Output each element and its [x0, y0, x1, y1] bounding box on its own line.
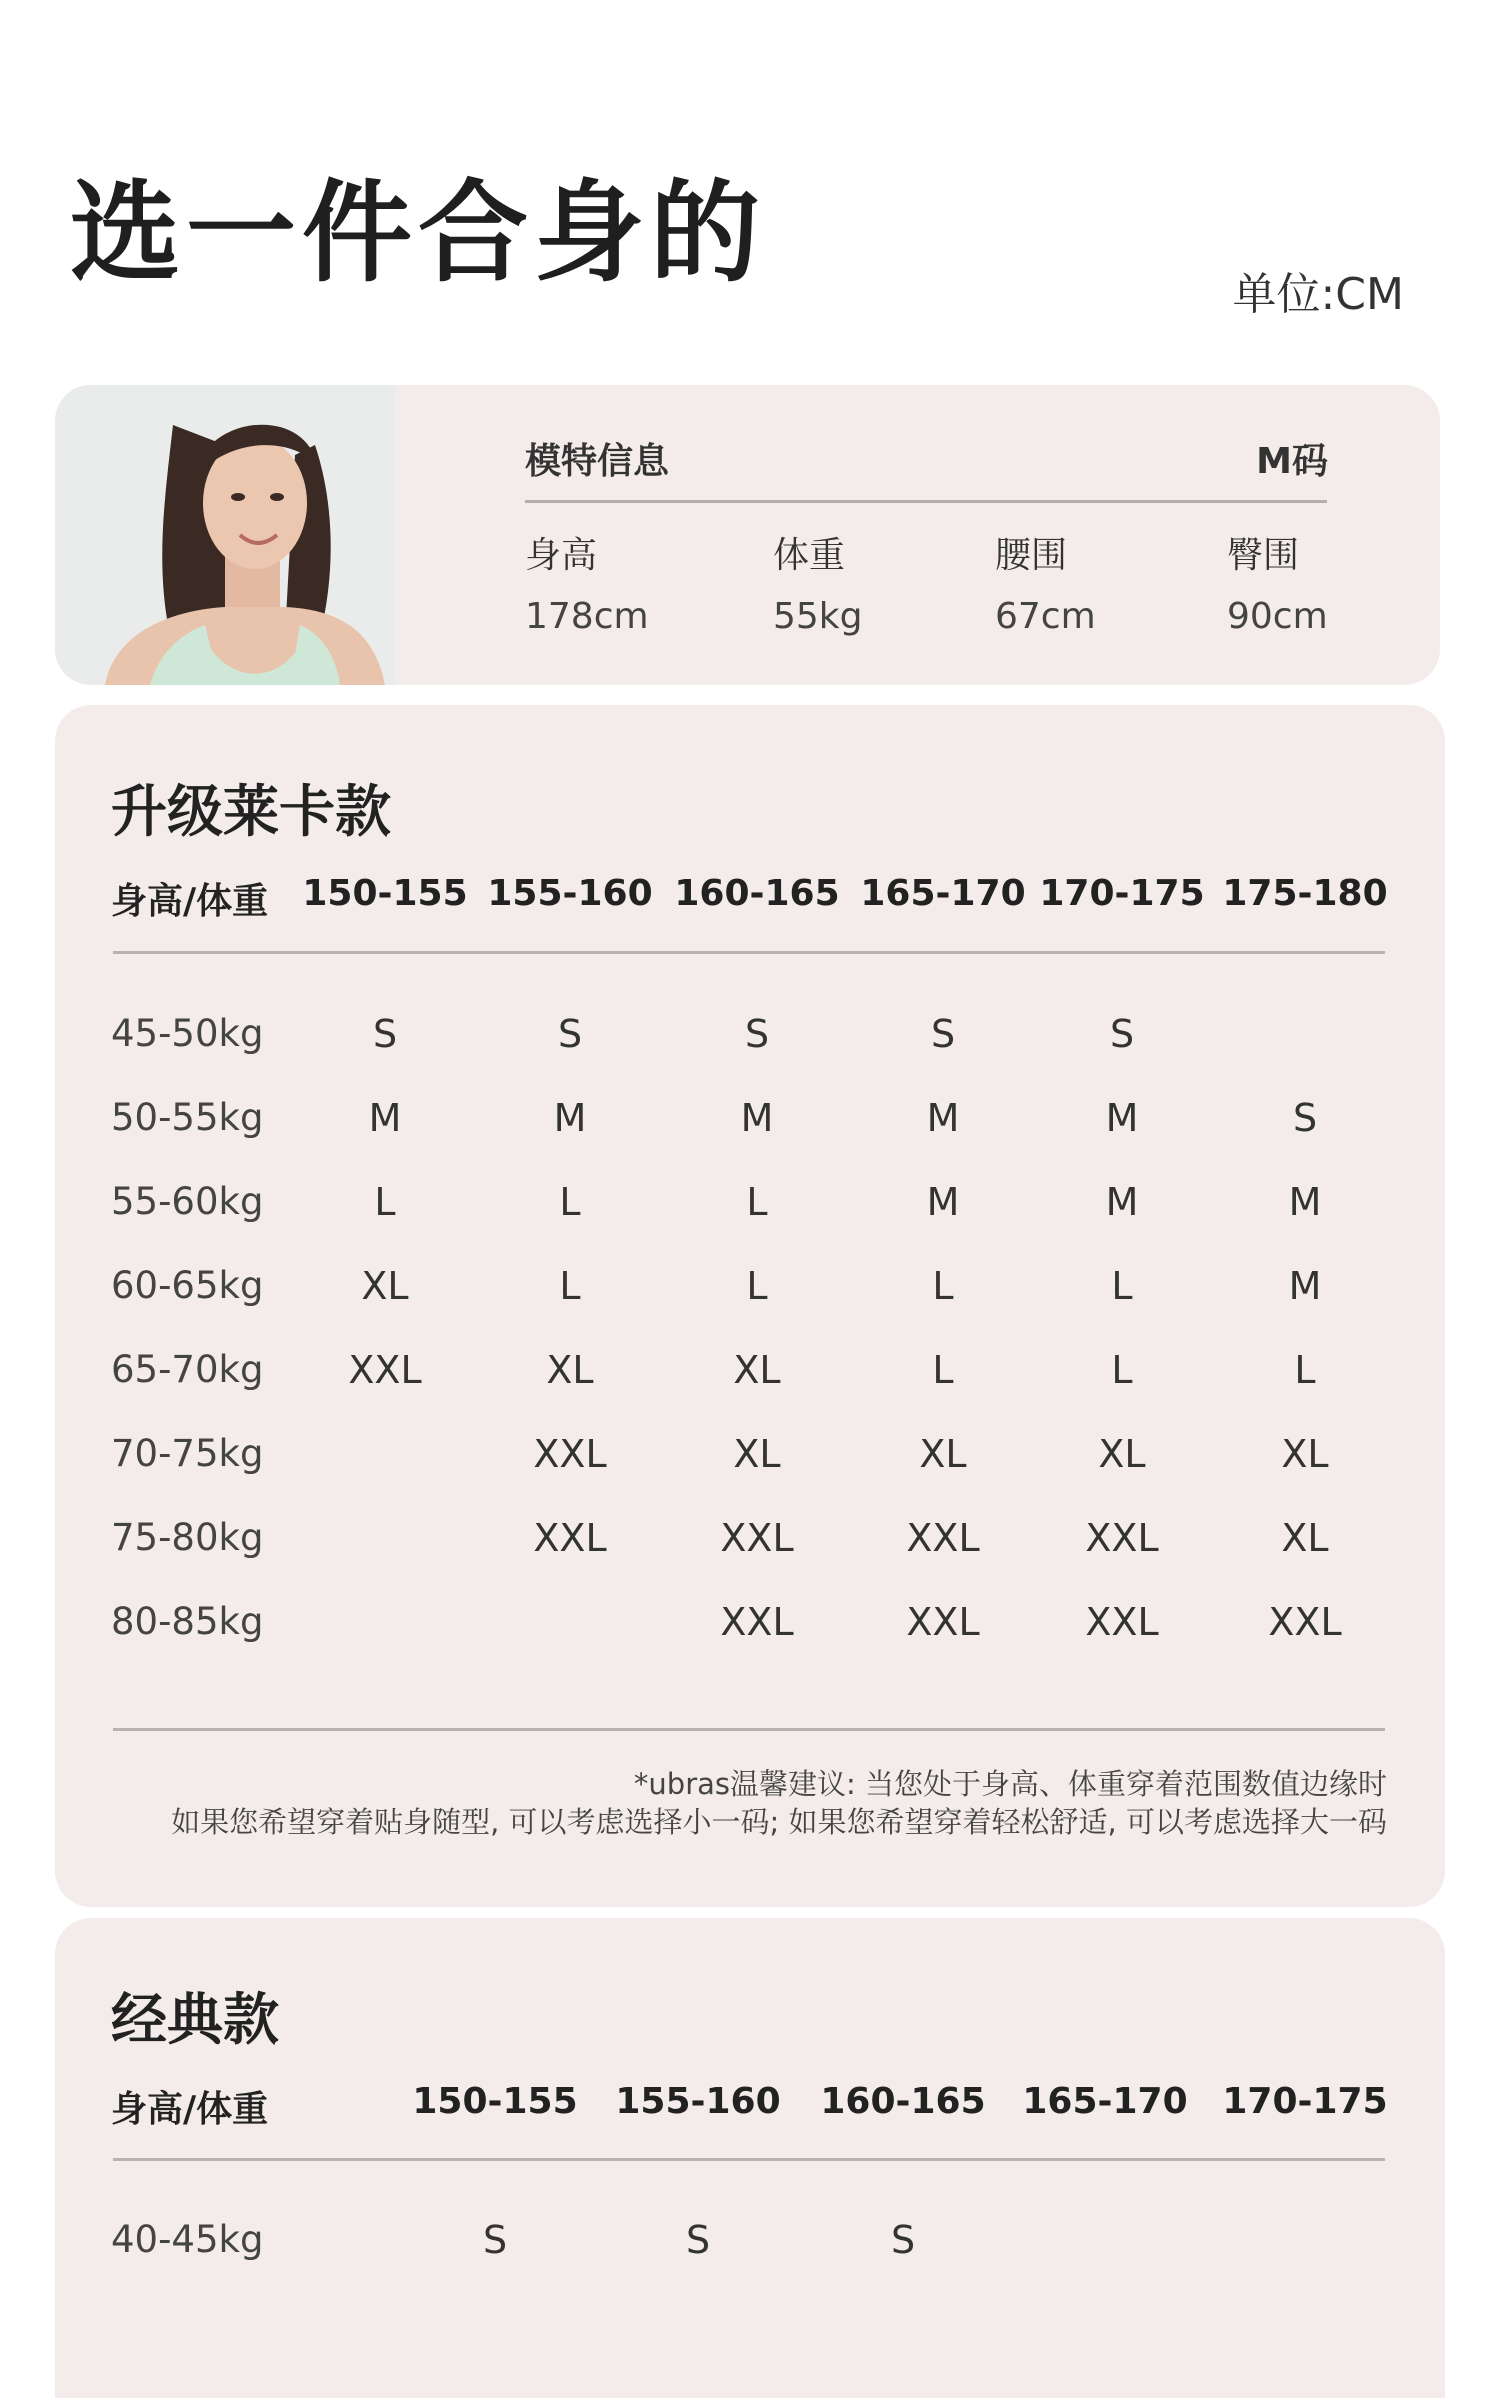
model-stat-height	[525, 527, 649, 637]
size-cell: M	[553, 1096, 587, 1140]
size-cell: S	[1109, 1012, 1135, 1056]
size-cell: M	[1105, 1180, 1139, 1224]
size-cell: XL	[546, 1348, 594, 1392]
size-cell: XL	[1098, 1432, 1146, 1476]
size-cell: L	[559, 1180, 581, 1224]
stat-label: 身高	[525, 535, 598, 576]
size-cell: M	[926, 1180, 960, 1224]
stat-value: 90cm	[1227, 596, 1328, 637]
row-label: 40-45kg	[111, 2218, 264, 2261]
stat-label: 体重	[773, 535, 846, 576]
size-cell: XL	[1281, 1432, 1329, 1476]
size-cell: XXL	[348, 1348, 422, 1392]
size-cell: XXL	[1268, 1600, 1342, 1644]
row-label: 70-75kg	[111, 1432, 264, 1475]
model-stat-weight	[773, 527, 863, 637]
column-header: 150-155	[412, 2081, 578, 2122]
stat-label: 臀围	[1227, 535, 1300, 576]
size-cell: XXL	[533, 1516, 607, 1560]
size-cell: XXL	[533, 1432, 607, 1476]
size-cell: S	[930, 1012, 956, 1056]
stat-label: 腰围	[995, 535, 1068, 576]
note-line: 如果您希望穿着贴身随型, 可以考虑选择小一码; 如果您希望穿着轻松舒适, 可以考虑选择大一码	[171, 1805, 1387, 1839]
size-cell: XXL	[1085, 1600, 1159, 1644]
row-label: 55-60kg	[111, 1180, 264, 1223]
stat-value: 178cm	[525, 596, 649, 637]
size-cell: XL	[733, 1348, 781, 1392]
size-cell: S	[557, 1012, 583, 1056]
size-cell: S	[372, 1012, 398, 1056]
column-header: 175-180	[1222, 873, 1388, 914]
header-divider	[113, 2158, 1385, 2161]
size-cell: XL	[919, 1432, 967, 1476]
header-divider	[113, 951, 1385, 954]
size-cell: XL	[1281, 1516, 1329, 1560]
row-label: 60-65kg	[111, 1264, 264, 1307]
column-header: 165-170	[860, 873, 1026, 914]
size-cell: M	[926, 1096, 960, 1140]
size-cell: XXL	[906, 1600, 980, 1644]
size-cell: XXL	[720, 1600, 794, 1644]
size-cell: L	[932, 1348, 954, 1392]
model-size: M码	[1256, 441, 1328, 482]
size-cell: L	[1294, 1348, 1316, 1392]
row-label: 80-85kg	[111, 1600, 264, 1643]
column-header: 150-155	[302, 873, 468, 914]
unit-label: 单位:CM	[1232, 269, 1404, 320]
size-cell: L	[746, 1180, 768, 1224]
stat-value: 55kg	[773, 596, 863, 637]
model-info-title: 模特信息	[525, 441, 670, 482]
row-label: 65-70kg	[111, 1348, 264, 1391]
row-label: 75-80kg	[111, 1516, 264, 1559]
model-photo	[55, 385, 395, 685]
size-advice-note	[171, 1765, 1387, 1841]
row-label: 45-50kg	[111, 1012, 264, 1055]
size-cell: L	[932, 1264, 954, 1308]
section-title: 升级莱卡款	[111, 780, 391, 845]
size-cell: XL	[733, 1432, 781, 1476]
note-line: *ubras温馨建议: 当您处于身高、体重穿着范围数值边缘时	[633, 1767, 1387, 1801]
column-header: 160-165	[820, 2081, 986, 2122]
stat-value: 67cm	[995, 596, 1096, 637]
size-cell: L	[1111, 1348, 1133, 1392]
model-portrait-image	[55, 385, 395, 685]
column-header: 155-160	[487, 873, 653, 914]
size-cell: XXL	[720, 1516, 794, 1560]
section-title: 经典款	[111, 1988, 279, 2053]
classic-size-chart	[55, 1918, 1445, 2398]
size-cell: L	[374, 1180, 396, 1224]
size-cell: L	[746, 1264, 768, 1308]
upgrade-size-chart	[55, 705, 1445, 1907]
column-header: 160-165	[674, 873, 840, 914]
footer-divider	[113, 1728, 1385, 1731]
model-stat-hip	[1227, 527, 1328, 637]
row-label: 50-55kg	[111, 1096, 264, 1139]
column-header: 170-175	[1222, 2081, 1388, 2122]
size-cell: XXL	[1085, 1516, 1159, 1560]
size-cell: S	[744, 1012, 770, 1056]
size-cell: S	[482, 2218, 508, 2262]
size-cell: M	[1288, 1180, 1322, 1224]
size-cell: M	[368, 1096, 402, 1140]
model-info-card	[55, 385, 1440, 685]
size-cell: S	[685, 2218, 711, 2262]
column-header: 165-170	[1022, 2081, 1188, 2122]
size-cell: M	[1105, 1096, 1139, 1140]
size-cell: XL	[361, 1264, 409, 1308]
size-cell: L	[559, 1264, 581, 1308]
size-cell: S	[1292, 1096, 1318, 1140]
divider	[525, 500, 1327, 503]
size-cell: XXL	[906, 1516, 980, 1560]
corner-label: 身高/体重	[111, 2089, 269, 2130]
model-stat-waist	[995, 527, 1096, 637]
page-title: 选一件合身的	[70, 169, 766, 297]
size-cell: L	[1111, 1264, 1133, 1308]
column-header: 170-175	[1039, 873, 1205, 914]
size-cell: M	[1288, 1264, 1322, 1308]
size-cell: M	[740, 1096, 774, 1140]
column-header: 155-160	[615, 2081, 781, 2122]
corner-label: 身高/体重	[111, 881, 269, 922]
size-cell: S	[890, 2218, 916, 2262]
